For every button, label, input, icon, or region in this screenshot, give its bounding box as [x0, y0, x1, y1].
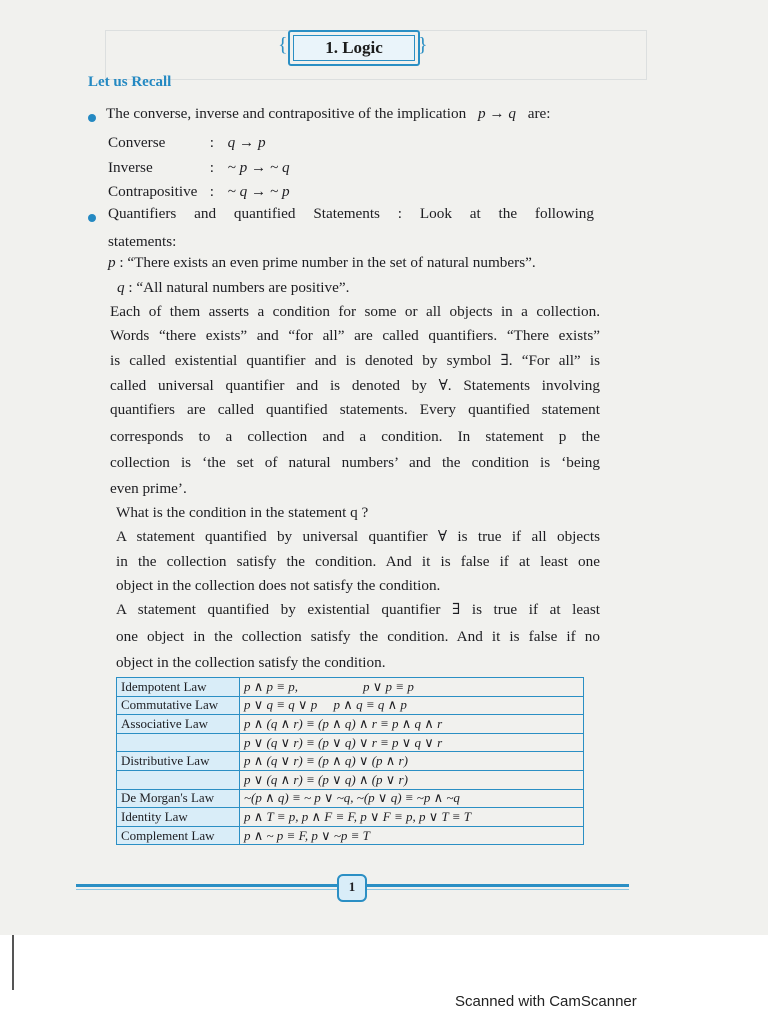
paragraph-line: object in the collection satisfy the condition. [116, 654, 386, 671]
definition-label: Inverse [108, 159, 153, 176]
quantifiers-heading: Quantifiers and quantified Statements : Look at the following [108, 205, 594, 222]
page-edge-shadow [12, 935, 14, 990]
implication-expr: p → q [477, 105, 516, 122]
law-expr: ~(p ∧ q) ≡ ~ p ∨ ~q, ~(p ∨ q) ≡ ~p ∧ ~q [240, 789, 584, 808]
law-expr: p ∧ T ≡ p, p ∧ F ≡ F, p ∨ F ≡ p, p ∨ T ≡ T [240, 808, 584, 827]
paragraph-line: Words “there exists” and “for all” are called quantifiers. “There exists” [110, 327, 600, 344]
table-row [117, 678, 584, 697]
law-name: De Morgan's Law [117, 789, 240, 808]
definition-sep: : [209, 183, 215, 200]
law-expr: p ∨ (q ∧ r) ≡ (p ∨ q) ∧ (p ∨ r) [240, 770, 584, 789]
law-name [117, 733, 240, 752]
law-name: Associative Law [117, 715, 240, 734]
law-expr: p ∧ (q ∧ r) ≡ (p ∧ q) ∧ r ≡ p ∧ q ∧ r [240, 715, 584, 734]
law-expr: p ∨ q ≡ q ∨ p p ∧ q ≡ q ∧ p [240, 696, 584, 715]
statement-q [117, 279, 349, 297]
law-name: Commutative Law [117, 696, 240, 715]
definition-sep: : [209, 159, 215, 176]
table-row [117, 789, 584, 808]
paragraph-line: quantifiers are called quantified statements. Every quantified statement [110, 401, 600, 418]
title-frame [288, 30, 420, 66]
law-name: Distributive Law [117, 752, 240, 771]
law-expr: p ∧ ~ p ≡ F, p ∨ ~p ≡ T [240, 826, 584, 845]
statement-var: q [117, 279, 125, 296]
definition-contrapositive [108, 183, 290, 201]
table-row [117, 696, 584, 715]
table-row [117, 826, 584, 845]
intro-tail: are: [527, 105, 551, 122]
scroll-ornament-left-icon: { [278, 34, 288, 56]
title-inner-frame [293, 35, 415, 61]
bullet-icon [88, 214, 96, 222]
paragraph-line: in the collection satisfy the condition. And it is false if at least one [116, 553, 600, 570]
quantifiers-heading-2: statements: [108, 233, 177, 250]
law-expr: p ∧ p ≡ p, p ∨ p ≡ p [240, 678, 584, 697]
bullet-icon [88, 114, 96, 122]
definition-label: Converse [108, 134, 166, 151]
paragraph-line: object in the collection does not satisfy the condition. [116, 577, 441, 594]
page-number: 1 [337, 874, 367, 902]
statement-text: : “All natural numbers are positive”. [128, 279, 350, 296]
law-name: Identity Law [117, 808, 240, 827]
table-row [117, 715, 584, 734]
law-name: Idempotent Law [117, 678, 240, 697]
chapter-title: 1. Logic [325, 38, 383, 57]
table-row [117, 808, 584, 827]
table-row [117, 752, 584, 771]
logic-laws-table [116, 677, 584, 845]
paragraph-line: is called existential quantifier and is denoted by symbol ∃. “For all” is [110, 352, 600, 369]
definition-expr: ~ p → ~ q [227, 159, 290, 176]
definition-converse [108, 134, 266, 152]
law-expr: p ∧ (q ∨ r) ≡ (p ∧ q) ∨ (p ∧ r) [240, 752, 584, 771]
section-heading: Let us Recall [88, 74, 172, 90]
paragraph-line: collection is ‘the set of natural numbers’ and the condition is ‘being [110, 454, 600, 471]
statement-var: p [108, 254, 116, 271]
intro-text: The converse, inverse and contrapositive of the implication [106, 105, 467, 122]
table-row [117, 733, 584, 752]
statement-text: : “There exists an even prime number in the set of natural numbers”. [119, 254, 536, 271]
definition-expr: ~ q → ~ p [227, 183, 290, 200]
paragraph-line: What is the condition in the statement q ? [116, 504, 369, 521]
definition-expr: q → p [227, 134, 266, 151]
scanner-watermark: Scanned with CamScanner [455, 993, 637, 1010]
law-name: Complement Law [117, 826, 240, 845]
paragraph-line: corresponds to a collection and a condition. In statement p the [110, 428, 600, 445]
definition-sep: : [209, 134, 215, 151]
table-row [117, 770, 584, 789]
paragraph-line: Each of them asserts a condition for some or all objects in a collection. [110, 303, 600, 320]
paragraph-line: one object in the collection satisfy the condition. And it is false if no [116, 628, 600, 645]
intro-line [106, 105, 551, 123]
paragraph-line: A statement quantified by existential quantifier ∃ is true if at least [116, 601, 600, 618]
paragraph-line: called universal quantifier and is denoted by ∀. Statements involving [110, 377, 600, 394]
scroll-ornament-right-icon: } [418, 34, 428, 56]
chapter-title-banner [278, 26, 428, 68]
law-expr: p ∨ (q ∨ r) ≡ (p ∨ q) ∨ r ≡ p ∨ q ∨ r [240, 733, 584, 752]
definition-inverse [108, 159, 290, 177]
law-name [117, 770, 240, 789]
statement-p [108, 254, 536, 272]
paragraph-line: even prime’. [110, 480, 187, 497]
paragraph-line: A statement quantified by universal quantifier ∀ is true if all objects [116, 528, 600, 545]
definition-label: Contrapositive [108, 183, 198, 200]
